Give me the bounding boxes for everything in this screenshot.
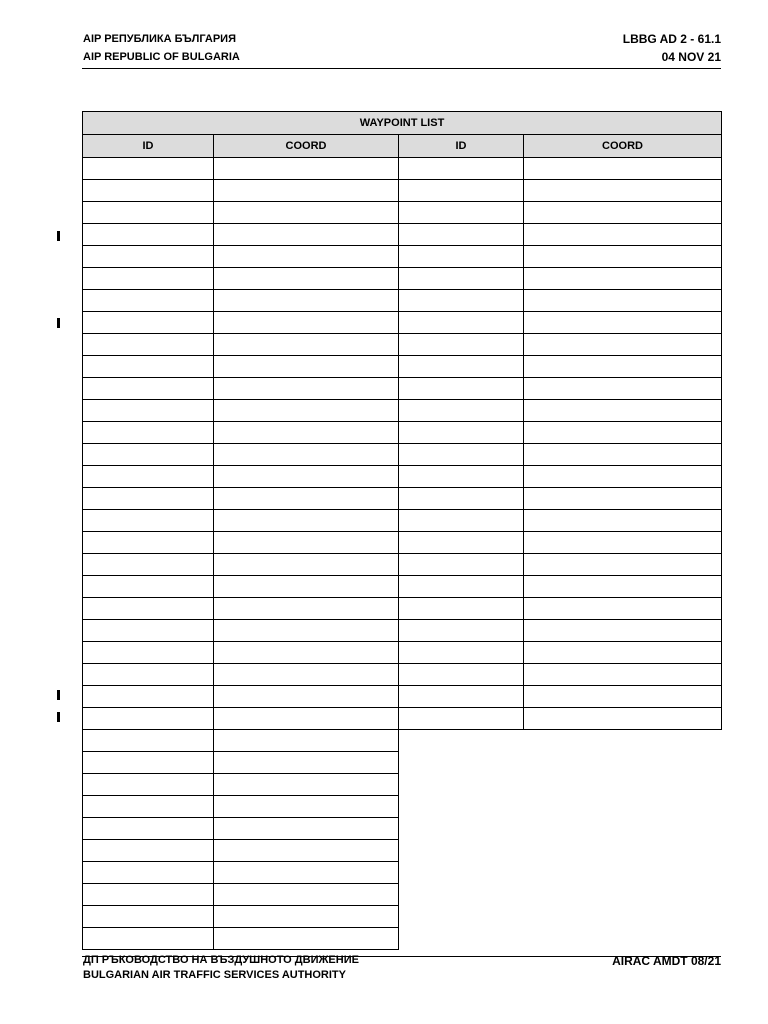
table-row <box>83 796 722 818</box>
column-header-coord-2: COORD <box>524 135 722 158</box>
id-cell <box>83 840 214 862</box>
table-row <box>83 378 722 400</box>
blank-cell <box>399 906 524 928</box>
id-cell <box>83 422 214 444</box>
id-cell <box>399 620 524 642</box>
id-cell <box>83 246 214 268</box>
id-cell <box>399 378 524 400</box>
id-cell <box>399 202 524 224</box>
coord-cell <box>214 268 399 290</box>
id-cell <box>399 664 524 686</box>
id-cell <box>399 510 524 532</box>
id-cell <box>83 818 214 840</box>
blank-cell <box>399 884 524 906</box>
blank-cell <box>524 862 722 884</box>
table-row <box>83 466 722 488</box>
blank-cell <box>399 774 524 796</box>
table-row <box>83 554 722 576</box>
id-cell <box>83 488 214 510</box>
coord-cell <box>524 268 722 290</box>
id-cell <box>399 488 524 510</box>
id-cell <box>83 686 214 708</box>
table-row <box>83 884 722 906</box>
coord-cell <box>214 466 399 488</box>
id-cell <box>399 268 524 290</box>
id-cell <box>399 598 524 620</box>
id-cell <box>83 180 214 202</box>
id-cell <box>83 466 214 488</box>
id-cell <box>399 224 524 246</box>
table-row <box>83 334 722 356</box>
coord-cell <box>524 334 722 356</box>
blank-cell <box>524 884 722 906</box>
header-title-bg: AIP РЕПУБЛИКА БЪЛГАРИЯ <box>83 33 236 45</box>
blank-cell <box>399 818 524 840</box>
coord-cell <box>524 466 722 488</box>
coord-cell <box>214 180 399 202</box>
id-cell <box>399 246 524 268</box>
footer-authority-bg: ДП РЪКОВОДСТВО НА ВЪЗДУШНОТО ДВИЖЕНИЕ <box>83 954 359 966</box>
coord-cell <box>214 664 399 686</box>
coord-cell <box>524 422 722 444</box>
table-row <box>83 730 722 752</box>
table-row <box>83 268 722 290</box>
coord-cell <box>524 488 722 510</box>
coord-cell <box>214 620 399 642</box>
table-row <box>83 906 722 928</box>
coord-cell <box>214 840 399 862</box>
blank-cell <box>399 928 524 950</box>
id-cell <box>83 202 214 224</box>
blank-cell <box>399 840 524 862</box>
id-cell <box>83 532 214 554</box>
id-cell <box>83 620 214 642</box>
blank-cell <box>399 862 524 884</box>
coord-cell <box>524 158 722 180</box>
id-cell <box>83 576 214 598</box>
coord-cell <box>214 444 399 466</box>
table-row <box>83 576 722 598</box>
table-row <box>83 752 722 774</box>
change-bar <box>57 231 60 241</box>
table-row <box>83 290 722 312</box>
coord-cell <box>214 158 399 180</box>
coord-cell <box>524 510 722 532</box>
coord-cell <box>524 290 722 312</box>
table-row <box>83 598 722 620</box>
table-body <box>83 158 722 950</box>
table-row <box>83 708 722 730</box>
coord-cell <box>214 532 399 554</box>
coord-cell <box>524 224 722 246</box>
id-cell <box>399 554 524 576</box>
coord-cell <box>214 554 399 576</box>
coord-cell <box>214 642 399 664</box>
blank-cell <box>524 818 722 840</box>
id-cell <box>399 400 524 422</box>
id-cell <box>399 158 524 180</box>
table-row <box>83 312 722 334</box>
blank-cell <box>524 774 722 796</box>
id-cell <box>399 290 524 312</box>
table-row <box>83 642 722 664</box>
id-cell <box>399 312 524 334</box>
footer-authority-en: BULGARIAN AIR TRAFFIC SERVICES AUTHORITY <box>83 969 346 981</box>
coord-cell <box>524 642 722 664</box>
id-cell <box>83 906 214 928</box>
coord-cell <box>214 290 399 312</box>
coord-cell <box>214 818 399 840</box>
coord-cell <box>214 400 399 422</box>
id-cell <box>399 576 524 598</box>
coord-cell <box>214 752 399 774</box>
coord-cell <box>214 488 399 510</box>
id-cell <box>399 532 524 554</box>
coord-cell <box>214 246 399 268</box>
table-row <box>83 400 722 422</box>
change-bar <box>57 690 60 700</box>
table-row <box>83 422 722 444</box>
id-cell <box>399 642 524 664</box>
page-reference: LBBG AD 2 - 61.1 <box>622 32 721 46</box>
coord-cell <box>524 202 722 224</box>
id-cell <box>83 730 214 752</box>
id-cell <box>83 510 214 532</box>
id-cell <box>83 268 214 290</box>
header-left <box>83 30 240 66</box>
coord-cell <box>214 224 399 246</box>
id-cell <box>399 334 524 356</box>
coord-cell <box>214 730 399 752</box>
blank-cell <box>399 796 524 818</box>
header-right <box>623 30 721 66</box>
table-row <box>83 818 722 840</box>
table-row <box>83 664 722 686</box>
waypoint-table <box>82 111 722 950</box>
coord-cell <box>214 378 399 400</box>
blank-cell <box>524 752 722 774</box>
blank-cell <box>524 796 722 818</box>
table-title: WAYPOINT LIST <box>83 112 722 135</box>
coord-cell <box>214 906 399 928</box>
coord-cell <box>214 774 399 796</box>
coord-cell <box>524 312 722 334</box>
id-cell <box>83 554 214 576</box>
coord-cell <box>524 246 722 268</box>
coord-cell <box>524 598 722 620</box>
coord-cell <box>214 686 399 708</box>
id-cell <box>399 180 524 202</box>
id-cell <box>83 378 214 400</box>
coord-cell <box>214 422 399 444</box>
id-cell <box>399 444 524 466</box>
table-row <box>83 774 722 796</box>
coord-cell <box>214 598 399 620</box>
id-cell <box>83 708 214 730</box>
table-row <box>83 158 722 180</box>
table-row <box>83 224 722 246</box>
id-cell <box>399 708 524 730</box>
id-cell <box>83 334 214 356</box>
id-cell <box>83 664 214 686</box>
table-row <box>83 928 722 950</box>
coord-cell <box>214 884 399 906</box>
coord-cell <box>214 708 399 730</box>
table-row <box>83 620 722 642</box>
coord-cell <box>214 862 399 884</box>
coord-cell <box>524 708 722 730</box>
coord-cell <box>524 620 722 642</box>
id-cell <box>83 774 214 796</box>
amendment-reference: AIRAC AMDT 08/21 <box>612 954 721 968</box>
table-row <box>83 510 722 532</box>
footer-left <box>83 953 359 983</box>
coord-cell <box>524 356 722 378</box>
id-cell <box>83 224 214 246</box>
coord-cell <box>524 576 722 598</box>
coord-cell <box>524 378 722 400</box>
coord-cell <box>524 532 722 554</box>
table-row <box>83 444 722 466</box>
coord-cell <box>214 312 399 334</box>
blank-cell <box>524 928 722 950</box>
coord-cell <box>214 928 399 950</box>
id-cell <box>83 862 214 884</box>
id-cell <box>83 598 214 620</box>
header-title-en: AIP REPUBLIC OF BULGARIA <box>83 51 240 63</box>
coord-cell <box>524 664 722 686</box>
id-cell <box>83 400 214 422</box>
coord-cell <box>214 202 399 224</box>
table-row <box>83 180 722 202</box>
id-cell <box>399 356 524 378</box>
id-cell <box>83 312 214 334</box>
id-cell <box>83 928 214 950</box>
coord-cell <box>214 576 399 598</box>
blank-cell <box>524 906 722 928</box>
table-row <box>83 488 722 510</box>
column-header-id-2: ID <box>399 135 524 158</box>
table-row <box>83 532 722 554</box>
coord-cell <box>524 686 722 708</box>
coord-cell <box>214 334 399 356</box>
blank-cell <box>399 752 524 774</box>
id-cell <box>83 752 214 774</box>
id-cell <box>399 422 524 444</box>
coord-cell <box>524 444 722 466</box>
id-cell <box>83 158 214 180</box>
table-row <box>83 862 722 884</box>
coord-cell <box>214 796 399 818</box>
id-cell <box>83 444 214 466</box>
id-cell <box>83 796 214 818</box>
table-row <box>83 686 722 708</box>
blank-cell <box>399 730 524 752</box>
column-header-id-1: ID <box>83 135 214 158</box>
id-cell <box>399 466 524 488</box>
coord-cell <box>524 400 722 422</box>
coord-cell <box>214 510 399 532</box>
table-row <box>83 202 722 224</box>
change-bar <box>57 318 60 328</box>
table-row <box>83 840 722 862</box>
id-cell <box>399 686 524 708</box>
coord-cell <box>524 180 722 202</box>
column-header-coord-1: COORD <box>214 135 399 158</box>
effective-date: 04 NOV 21 <box>661 50 721 64</box>
coord-cell <box>214 356 399 378</box>
coord-cell <box>524 554 722 576</box>
blank-cell <box>524 730 722 752</box>
id-cell <box>83 290 214 312</box>
id-cell <box>83 642 214 664</box>
header-rule <box>82 68 721 69</box>
id-cell <box>83 884 214 906</box>
blank-cell <box>524 840 722 862</box>
id-cell <box>83 356 214 378</box>
change-bar <box>57 712 60 722</box>
table-row <box>83 356 722 378</box>
table-row <box>83 246 722 268</box>
